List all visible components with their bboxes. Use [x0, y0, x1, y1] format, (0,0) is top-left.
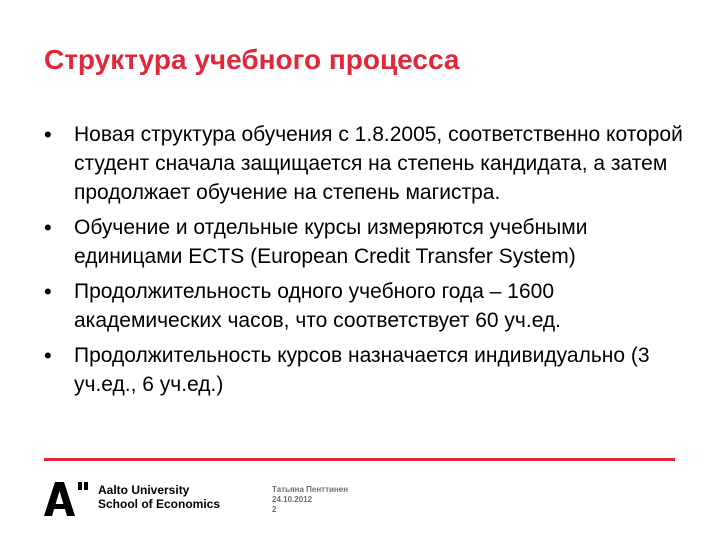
presentation-date: 24.10.2012 [272, 495, 313, 504]
bullet-dot-icon: • [44, 279, 52, 304]
author-name: Татьяна Пенттинен [272, 485, 349, 494]
aalto-a-icon [44, 482, 88, 516]
bullet-dot-icon: • [44, 122, 52, 147]
slide-title: Структура учебного процесса [44, 44, 460, 75]
school-line: School of Economics [98, 497, 221, 511]
bullet-item [44, 120, 694, 207]
bullet-text: Продолжительность одного учебного года – 1600 академических часов, что соответствует 60 уч.ед. [74, 280, 561, 332]
bullet-list [44, 120, 694, 405]
bullet-text: Обучение и отдельные курсы измеряются учебными единицами ECTS (European Credit Transfer System) [74, 216, 588, 268]
bullet-text: Продолжительность курсов назначается индивидуально (3 уч.ед., 6 уч.ед.) [74, 344, 650, 396]
bullet-item [44, 341, 694, 399]
footer-meta [272, 485, 348, 515]
page-number: 2 [272, 505, 277, 514]
bullet-dot-icon: • [44, 215, 52, 240]
university-line: Aalto University [98, 483, 190, 497]
bullet-item [44, 213, 694, 271]
university-name [98, 483, 220, 511]
bullet-dot-icon: • [44, 343, 52, 368]
footer-divider [44, 458, 675, 461]
bullet-item [44, 277, 694, 335]
bullet-text: Новая структура обучения с 1.8.2005, соответственно которой студент сначала защищается на степень кандидата, а затем продолжает обучение на степень магистра. [74, 123, 683, 204]
